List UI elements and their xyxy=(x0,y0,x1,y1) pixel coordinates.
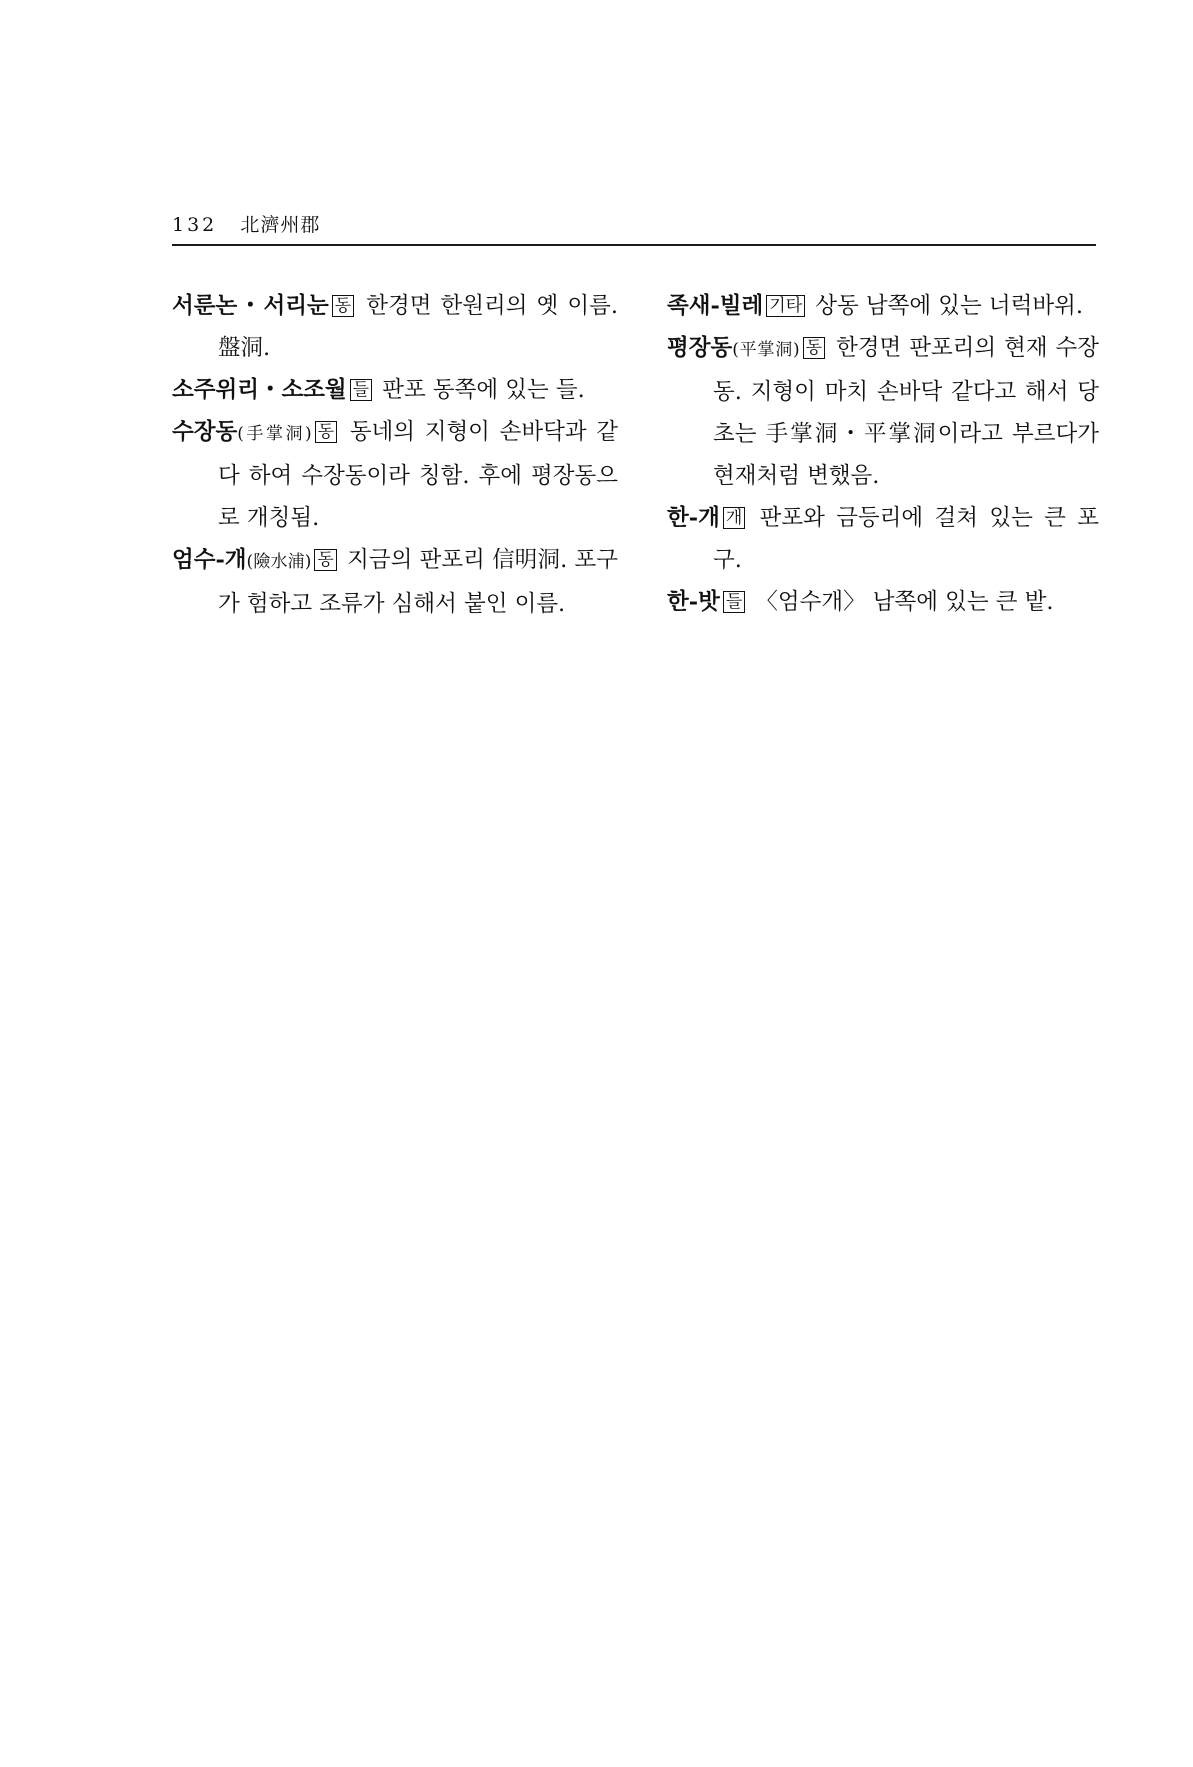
dictionary-entry xyxy=(172,539,618,625)
entry-headword: 엄수-개 xyxy=(172,547,247,573)
page-number: 132 xyxy=(172,214,218,236)
entry-definition: 상동 남쪽에 있는 너럭바위. xyxy=(815,293,1083,319)
dictionary-entry xyxy=(667,497,1099,581)
category-tag: 들 xyxy=(723,591,745,613)
header-rule xyxy=(172,244,1096,246)
entry-definition: 판포 동쪽에 있는 들. xyxy=(382,377,585,403)
entry-hanja: (手掌洞) xyxy=(237,424,312,444)
entry-headword: 서룬논・서리눈 xyxy=(172,293,329,319)
dictionary-entry xyxy=(172,285,618,369)
entry-definition: 판포와 금등리에 걸쳐 있는 큰 포구. xyxy=(713,505,1099,573)
dictionary-entry xyxy=(667,285,1099,327)
dictionary-entry xyxy=(172,369,618,411)
entry-definition: 지금의 판포리 信明洞. 포구가 험하고 조류가 심해서 붙인 이름. xyxy=(218,547,619,617)
category-tag: 동 xyxy=(332,295,354,317)
category-tag: 동 xyxy=(314,549,336,571)
left-column xyxy=(172,285,618,625)
entry-headword: 한-개 xyxy=(667,505,720,531)
category-tag: 개 xyxy=(723,507,745,529)
category-tag: 동 xyxy=(315,421,337,443)
running-head xyxy=(172,212,320,238)
dictionary-entry xyxy=(172,411,618,539)
entry-definition: 〈엄수개〉 남쪽에 있는 큰 밭. xyxy=(755,589,1054,615)
dictionary-entry xyxy=(667,581,1099,623)
entry-headword: 족새-빌레 xyxy=(667,293,764,319)
dictionary-entry xyxy=(667,327,1099,497)
entry-definition: 한경면 한원리의 옛 이름. 盤洞. xyxy=(218,293,618,361)
entry-hanja: (平掌洞) xyxy=(732,340,800,360)
entry-headword: 수장동 xyxy=(172,419,238,445)
entry-headword: 소주위리・소조월 xyxy=(172,377,347,403)
entry-definition: 동네의 지형이 손바닥과 같다 하여 수장동이라 칭함. 후에 평장동으로 개칭됨. xyxy=(218,419,618,531)
entry-definition: 한경면 판포리의 현재 수장동. 지형이 마치 손바닥 같다고 해서 당초는 手掌洞・平掌洞이라고 부르다가 현재처럼 변했음. xyxy=(713,335,1099,489)
category-tag: 동 xyxy=(803,337,825,359)
entry-hanja: (險水浦) xyxy=(246,552,312,572)
entry-headword: 평장동 xyxy=(667,335,733,361)
category-tag: 기타 xyxy=(766,295,805,317)
category-tag: 들 xyxy=(350,379,372,401)
entry-headword: 한-밧 xyxy=(667,589,720,615)
right-column xyxy=(667,285,1099,623)
chapter-title: 北濟州郡 xyxy=(240,214,321,236)
